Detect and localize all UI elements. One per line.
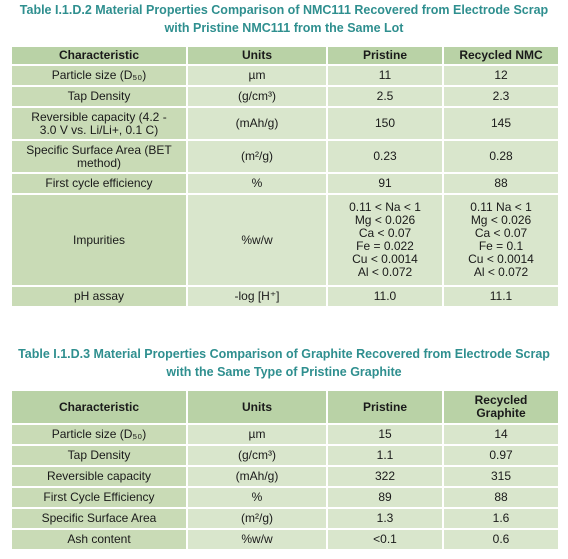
table-row: [11, 107, 559, 140]
row-characteristic: Particle size (D₅₀): [11, 424, 187, 445]
row-characteristic: Specific Surface Area: [11, 508, 187, 529]
row-pristine: 150: [327, 107, 443, 140]
row-units: (m²/g): [187, 508, 327, 529]
row-pristine: 11: [327, 65, 443, 86]
table-row: [11, 194, 559, 286]
row-characteristic: First Cycle Efficiency: [11, 487, 187, 508]
row-recycled: 14: [443, 424, 559, 445]
header-pristine: Pristine: [327, 390, 443, 424]
table-row: [11, 140, 559, 173]
header-characteristic: Characteristic: [11, 390, 187, 424]
row-characteristic: First cycle efficiency: [11, 173, 187, 194]
row-pristine: 89: [327, 487, 443, 508]
row-units: (g/cm³): [187, 445, 327, 466]
row-units: %: [187, 173, 327, 194]
row-recycled: 11.1: [443, 286, 559, 307]
row-characteristic: Particle size (D₅₀): [11, 65, 187, 86]
table2-caption: Table I.1.D.3 Material Properties Comparison of Graphite Recovered from Electrode Scrap with the Same Type of Pristine Graphite: [18, 347, 550, 379]
row-recycled: 1.6: [443, 508, 559, 529]
table-row: [11, 466, 559, 487]
table-row: [11, 487, 559, 508]
table-row: [11, 173, 559, 194]
row-units: µm: [187, 424, 327, 445]
table-row: [11, 424, 559, 445]
table-row: [11, 445, 559, 466]
row-pristine: 91: [327, 173, 443, 194]
table-row: [11, 286, 559, 307]
row-characteristic: Impurities: [11, 194, 187, 286]
row-pristine: 11.0: [327, 286, 443, 307]
row-units: (mAh/g): [187, 466, 327, 487]
row-characteristic: Reversible capacity: [11, 466, 187, 487]
row-recycled: 145: [443, 107, 559, 140]
nmc-properties-table: [10, 45, 560, 308]
row-pristine: <0.1: [327, 529, 443, 550]
row-characteristic: Specific Surface Area (BET method): [11, 140, 187, 173]
row-recycled: 0.97: [443, 445, 559, 466]
row-units: %w/w: [187, 194, 327, 286]
row-recycled: 0.6: [443, 529, 559, 550]
row-recycled: 12: [443, 65, 559, 86]
row-units: (g/cm³): [187, 86, 327, 107]
row-recycled: 88: [443, 487, 559, 508]
row-pristine: 1.1: [327, 445, 443, 466]
table-row: [11, 508, 559, 529]
row-pristine: 0.11 < Na < 1 Mg < 0.026 Ca < 0.07 Fe = 0.022 Cu < 0.0014 Al < 0.072: [327, 194, 443, 286]
row-units: (m²/g): [187, 140, 327, 173]
header-units: Units: [187, 46, 327, 65]
table1-caption: Table I.1.D.2 Material Properties Comparison of NMC111 Recovered from Electrode Scrap with Pristine NMC111 from the Same Lot: [19, 3, 549, 35]
row-units: µm: [187, 65, 327, 86]
header-recycled: Recycled NMC: [443, 46, 559, 65]
header-characteristic: Characteristic: [11, 46, 187, 65]
table-row: [11, 529, 559, 550]
table-row: [11, 86, 559, 107]
row-units: %w/w: [187, 529, 327, 550]
header-units: Units: [187, 390, 327, 424]
row-pristine: 15: [327, 424, 443, 445]
row-recycled: 88: [443, 173, 559, 194]
table1-header-row: [11, 46, 559, 65]
row-units: (mAh/g): [187, 107, 327, 140]
header-recycled: Recycled Graphite: [443, 390, 559, 424]
row-pristine: 0.23: [327, 140, 443, 173]
row-pristine: 322: [327, 466, 443, 487]
row-characteristic: Tap Density: [11, 445, 187, 466]
row-recycled: 0.28: [443, 140, 559, 173]
header-pristine: Pristine: [327, 46, 443, 65]
row-characteristic: Tap Density: [11, 86, 187, 107]
row-characteristic: pH assay: [11, 286, 187, 307]
row-recycled: 315: [443, 466, 559, 487]
row-recycled: 0.11 Na < 1 Mg < 0.026 Ca < 0.07 Fe = 0.1 Cu < 0.0014 Al < 0.072: [443, 194, 559, 286]
row-units: -log [H⁺]: [187, 286, 327, 307]
row-units: %: [187, 487, 327, 508]
table2-header-row: [11, 390, 559, 424]
row-characteristic: Ash content: [11, 529, 187, 550]
table-row: [11, 65, 559, 86]
graphite-properties-table: [10, 389, 560, 551]
row-pristine: 1.3: [327, 508, 443, 529]
row-characteristic: Reversible capacity (4.2 - 3.0 V vs. Li/Li+, 0.1 C): [11, 107, 187, 140]
row-pristine: 2.5: [327, 86, 443, 107]
row-recycled: 2.3: [443, 86, 559, 107]
